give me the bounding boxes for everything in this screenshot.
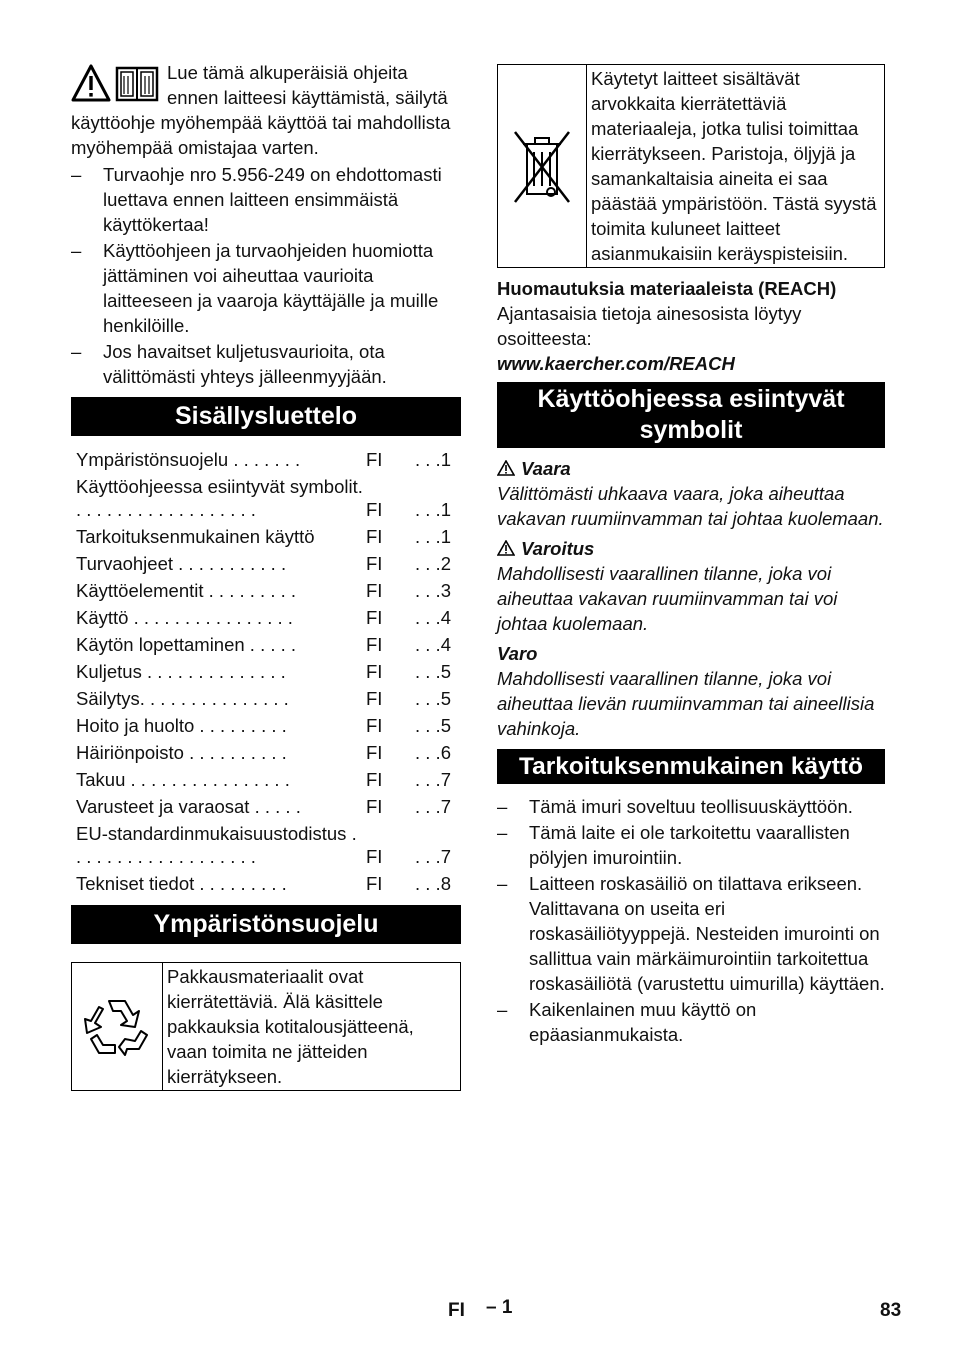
table-of-contents	[71, 444, 461, 895]
toc-entry-page: . . .4	[415, 607, 451, 628]
footer-language: FI	[448, 1300, 465, 1321]
toc-row[interactable]	[71, 737, 461, 764]
right-column	[497, 64, 885, 1048]
toc-entry-lang: FI	[366, 742, 383, 763]
list-item: – Laitteen roskasäiliö on tilattava erikseen. Valittavana on useita eri roskasäiliötyyppejä. Nesteiden imurointi on sallittua vain märkäimurointiin tarkoitettua roskasäiliötä (varustettu uimurilla) käyttäen.	[497, 871, 885, 996]
toc-entry-page: . . .8	[415, 873, 451, 894]
toc-entry-title: EU-standardinmukaisuustodistus . . . . . . . . . . . . . . . . . . .	[76, 823, 357, 867]
toc-entry-lang: FI	[366, 873, 383, 894]
toc-entry-title: Kuljetus . . . . . . . . . . . . . .	[76, 661, 286, 682]
toc-row[interactable]	[71, 521, 461, 548]
footer-page-number: 83	[880, 1300, 902, 1321]
recycle-icon-cell	[72, 963, 163, 1090]
toc-entry-page: . . .4	[415, 634, 451, 655]
toc-heading: Sisällysluettelo	[71, 397, 461, 436]
toc-row[interactable]	[71, 818, 461, 868]
toc-entry-title: Turvaohjeet . . . . . . . . . . .	[76, 553, 287, 574]
intro-text: Lue tämä alkuperäisiä ohjeita ennen laitteesi käyttämistä, säilytä käyttöohje myöhempää käyttöä tai mahdollista myöhempää omistajaa varten.	[71, 62, 451, 158]
list-item: – Tämä imuri soveltuu teollisuuskäyttöön.	[497, 794, 885, 819]
toc-row[interactable]	[71, 868, 461, 895]
symbol-text: Mahdollisesti vaarallinen tilanne, joka voi aiheuttaa lievän ruumiinvamman tai aineellisia vahinkoja.	[497, 668, 875, 739]
toc-entry-lang: FI	[366, 661, 383, 682]
toc-entry-page: . . .2	[415, 553, 451, 574]
toc-row[interactable]	[71, 629, 461, 656]
symbols-list	[497, 456, 885, 741]
toc-entry-lang: FI	[366, 846, 383, 867]
toc-row[interactable]	[71, 575, 461, 602]
toc-entry-lang: FI	[366, 634, 383, 655]
list-item: – Tämä laite ei ole tarkoitettu vaarallisten pölyjen imurointiin.	[497, 820, 885, 870]
toc-entry-title: Säilytys. . . . . . . . . . . . . . .	[76, 688, 289, 709]
footer-section-page: – 1	[486, 1297, 513, 1318]
list-item: – Kaikenlainen muu käyttö on epäasianmukaista.	[497, 997, 885, 1047]
warning-triangle-icon	[497, 460, 515, 476]
toc-entry-title: Tarkoituksenmukainen käyttö	[76, 526, 315, 547]
toc-row[interactable]	[71, 791, 461, 818]
toc-entry-lang: FI	[366, 526, 383, 547]
toc-entry-page: . . .3	[415, 580, 451, 601]
reach-link[interactable]: www.kaercher.com/REACH	[497, 353, 735, 374]
toc-entry-title: Tekniset tiedot . . . . . . . . .	[76, 873, 287, 894]
toc-entry-page: . . .7	[415, 769, 451, 790]
toc-row[interactable]	[71, 656, 461, 683]
list-item: – Käyttöohjeen ja turvaohjeiden huomiotta jättäminen voi aiheuttaa vaurioita laitteeseen ja vaaroja käyttäjälle ja muille henkilöille.	[71, 238, 461, 338]
packaging-box	[71, 962, 461, 1091]
toc-entry-lang: FI	[366, 580, 383, 601]
symbol-text: Mahdollisesti vaarallinen tilanne, joka voi aiheuttaa vakavan ruumiinvamman tai voi johtaa kuolemaan.	[497, 563, 838, 634]
intro-list	[71, 162, 461, 389]
toc-entry-lang: FI	[366, 715, 383, 736]
disposal-box	[497, 64, 885, 268]
toc-entry-lang: FI	[366, 499, 383, 520]
disposal-text: Käytetyt laitteet sisältävät arvokkaita kierrätettäviä materiaaleja, jotka tulisi toimittaa kierrätykseen. Paristoja, öljyjä ja samankaltaisia aineita ei saa päästää ympäristöön. Tästä syystä toimita kuluneet laitteet asianmukaisiin keräyspisteisiin.	[591, 68, 877, 264]
toc-entry-page: . . .7	[415, 846, 451, 867]
toc-entry-lang: FI	[366, 449, 383, 470]
reach-text: Ajantasaisia tietoja ainesosista löytyy osoitteesta:	[497, 303, 802, 349]
symbol-label: Varo	[497, 643, 538, 664]
toc-row[interactable]	[71, 548, 461, 575]
symbol-label-row	[497, 456, 885, 481]
list-item: – Turvaohje nro 5.956-249 on ehdottomasti luettava ennen laitteen ensimmäistä käyttökertaa!	[71, 162, 461, 237]
environment-heading: Ympäristönsuojelu	[71, 905, 461, 944]
toc-entry-title: Käyttöelementit . . . . . . . . .	[76, 580, 297, 601]
toc-entry-lang: FI	[366, 796, 383, 817]
toc-row[interactable]	[71, 602, 461, 629]
toc-entry-title: Käyttö . . . . . . . . . . . . . . . .	[76, 607, 293, 628]
reach-heading: Huomautuksia materiaaleista (REACH)	[497, 278, 837, 299]
toc-row[interactable]	[71, 710, 461, 737]
symbol-item-caution	[497, 641, 885, 741]
toc-entry-page: . . .5	[415, 688, 451, 709]
list-item: – Jos havaitset kuljetusvaurioita, ota välittömästi yhteys jälleenmyyjään.	[71, 339, 461, 389]
toc-row[interactable]	[71, 764, 461, 791]
toc-entry-title: Käyttöohjeessa esiintyvät symbolit. . . . . . . . . . . . . . . . . . .	[76, 476, 363, 520]
toc-entry-title: Ympäristönsuojelu . . . . . . .	[76, 449, 301, 470]
toc-entry-title: Varusteet ja varaosat . . . . .	[76, 796, 301, 817]
symbol-text: Välittömästi uhkaava vaara, joka aiheuttaa vakavan ruumiinvamman tai johtaa kuolemaan.	[497, 483, 884, 529]
toc-row[interactable]	[71, 444, 461, 471]
crossed-bin-icon	[507, 126, 577, 206]
symbol-item-danger	[497, 456, 885, 531]
toc-entry-page: . . .1	[415, 449, 451, 470]
left-column	[71, 60, 461, 1091]
toc-entry-title: Takuu . . . . . . . . . . . . . . . .	[76, 769, 290, 790]
toc-entry-lang: FI	[366, 553, 383, 574]
intended-use-list	[497, 794, 885, 1047]
toc-entry-title: Käytön lopettaminen . . . . .	[76, 634, 297, 655]
symbol-item-warning	[497, 536, 885, 636]
toc-entry-page: . . .1	[415, 526, 451, 547]
toc-entry-title: Häiriönpoisto . . . . . . . . . .	[76, 742, 287, 763]
toc-entry-title: Hoito ja huolto . . . . . . . . .	[76, 715, 287, 736]
intro	[71, 60, 461, 160]
manual-book-icon	[115, 64, 159, 102]
recycle-icon	[79, 989, 155, 1065]
symbol-label-row	[497, 536, 885, 561]
toc-entry-page: . . .1	[415, 499, 451, 520]
toc-entry-page: . . .7	[415, 796, 451, 817]
intended-use-heading: Tarkoituksenmukainen käyttö	[497, 749, 885, 784]
symbols-heading: Käyttöohjeessa esiintyvät symbolit	[497, 382, 885, 448]
warning-triangle-icon	[71, 64, 111, 102]
toc-entry-lang: FI	[366, 607, 383, 628]
packaging-text: Pakkausmateriaalit ovat kierrätettäviä. Älä käsittele pakkauksia kotitalousjätteenä, vaan toimita ne jätteiden kierrätykseen.	[167, 966, 414, 1087]
warning-triangle-icon	[497, 540, 515, 556]
toc-row[interactable]	[71, 471, 461, 521]
toc-entry-page: . . .5	[415, 661, 451, 682]
symbol-label: Varoitus	[521, 538, 595, 559]
toc-entry-page: . . .5	[415, 715, 451, 736]
toc-entry-lang: FI	[366, 769, 383, 790]
symbol-label: Vaara	[521, 458, 571, 479]
toc-entry-lang: FI	[366, 688, 383, 709]
intro-icons	[71, 64, 161, 106]
toc-row[interactable]	[71, 683, 461, 710]
crossed-bin-icon-cell	[498, 65, 587, 267]
toc-entry-page: . . .6	[415, 742, 451, 763]
